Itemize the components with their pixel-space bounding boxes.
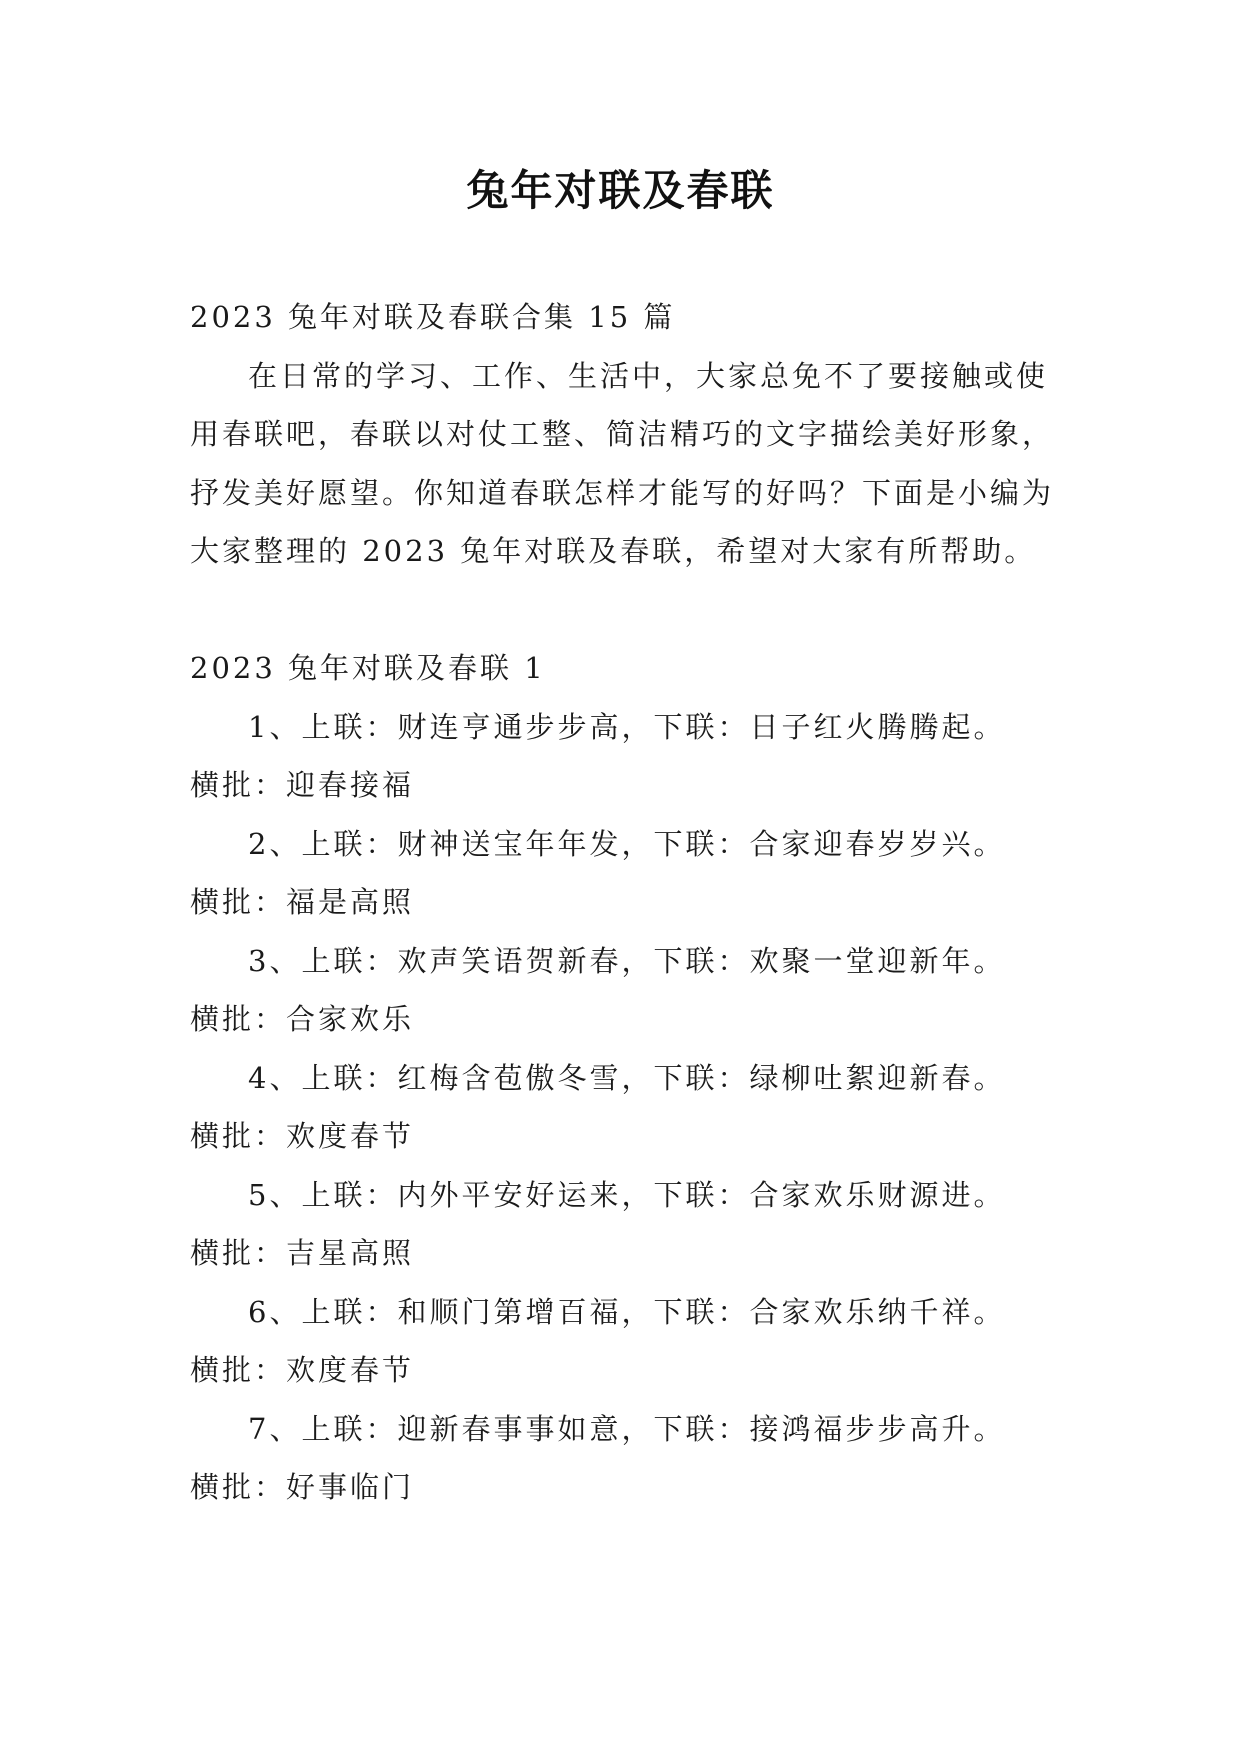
- couplet-item: [190, 932, 1060, 1049]
- couplet-text: 5、上联：内外平安好运来，下联：合家欢乐财源进。: [248, 1177, 1006, 1212]
- couplet-text: 4、上联：红梅含苞傲冬雪，下联：绿柳吐絮迎新春。: [248, 1060, 1006, 1095]
- couplet-hengpi: 横批：吉星高照: [190, 1236, 415, 1270]
- couplet-text: 1、上联：财连亨通步步高，下联：日子红火腾腾起。: [248, 709, 1006, 744]
- couplet-hengpi: 横批：迎春接福: [190, 768, 415, 802]
- couplet-item: [190, 1400, 1060, 1517]
- couplet-text: 3、上联：欢声笑语贺新春，下联：欢聚一堂迎新年。: [248, 943, 1006, 978]
- couplet-hengpi: 横批：欢度春节: [190, 1353, 415, 1387]
- couplet-hengpi: 横批：合家欢乐: [190, 1002, 415, 1036]
- couplet-text: 2、上联：财神送宝年年发，下联：合家迎春岁岁兴。: [248, 826, 1006, 861]
- document-title: 兔年对联及春联: [466, 166, 775, 215]
- intro-paragraph: 在日常的学习、工作、生活中，大家总免不了要接触或使用春联吧，春联以对仗工整、简洁精巧的文字描绘美好形象，抒发美好愿望。你知道春联怎样才能写的好吗？下面是小编为大家整理的 2023 兔年对联及春联，希望对大家有所帮助。: [190, 358, 1055, 568]
- couplet-text: 6、上联：和顺门第增百福，下联：合家欢乐纳千祥。: [248, 1294, 1006, 1329]
- collection-subtitle: 2023 兔年对联及春联合集 15 篇: [190, 300, 676, 334]
- couplet-item: [190, 1283, 1060, 1400]
- couplet-text: 7、上联：迎新春事事如意，下联：接鸿福步步高升。: [248, 1411, 1006, 1446]
- couplet-hengpi: 横批：欢度春节: [190, 1119, 415, 1153]
- couplet-item: [190, 698, 1060, 815]
- blank-line: [190, 581, 1060, 640]
- couplet-item: [190, 1166, 1060, 1283]
- couplet-hengpi: 横批：福是高照: [190, 885, 415, 919]
- couplet-item: [190, 1049, 1060, 1166]
- couplet-item: [190, 815, 1060, 932]
- document-body: [190, 288, 1060, 1517]
- section-heading: 2023 兔年对联及春联 1: [190, 651, 546, 685]
- couplet-hengpi: 横批：好事临门: [190, 1470, 415, 1504]
